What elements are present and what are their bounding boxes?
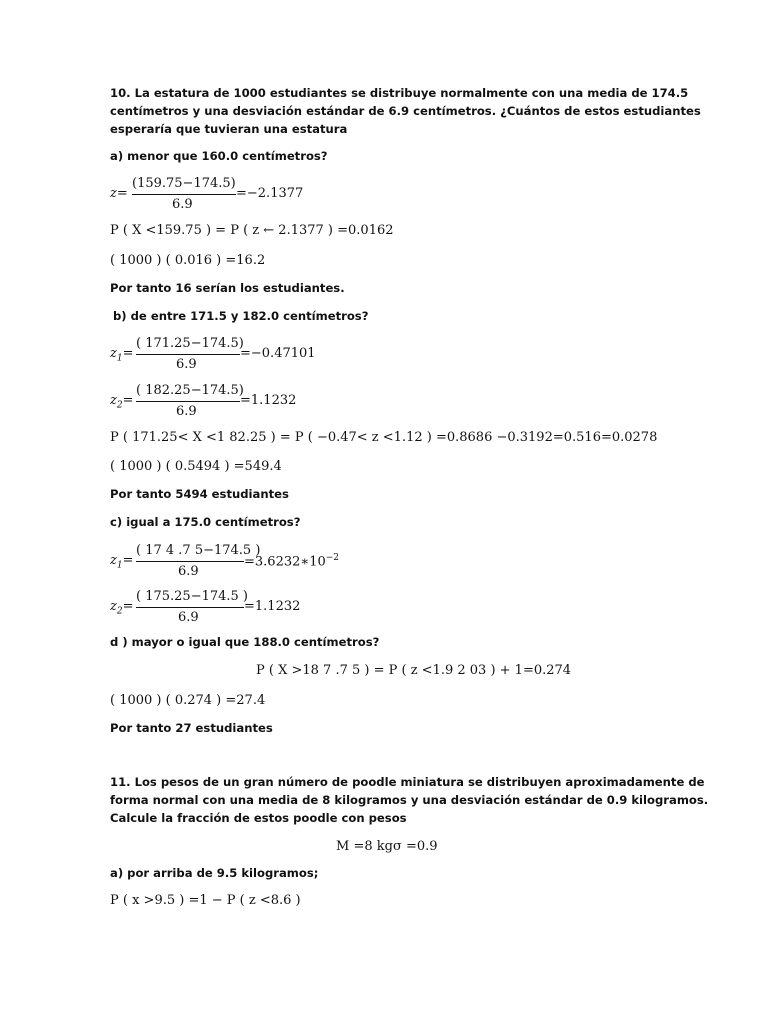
z2-numerator-b: ( 182.25−174.5) bbox=[136, 383, 244, 398]
count-a: ( 1000 ) ( 0.016 ) =16.2 bbox=[110, 253, 266, 268]
z-result-a: =−2.1377 bbox=[236, 186, 304, 201]
fraction-bar bbox=[136, 354, 240, 355]
z1-result-b: =−0.47101 bbox=[240, 346, 316, 361]
z2-denominator-c: 6.9 bbox=[178, 610, 199, 625]
z1-result-c bbox=[244, 554, 339, 568]
problem10-d-question: d ) mayor o igual que 188.0 centímetros? bbox=[110, 635, 380, 649]
problem10-statement-line2: centímetros y una desviación estándar de 6.9 centímetros. ¿Cuántos de estos estudiantes bbox=[110, 104, 701, 118]
conclusion-d: Por tanto 27 estudiantes bbox=[110, 721, 273, 735]
z1-result-c-value: =3.6232∗10 bbox=[244, 554, 326, 570]
z1-numerator-b: ( 171.25−174.5) bbox=[136, 336, 244, 351]
z-numerator-a: (159.75−174.5) bbox=[132, 176, 236, 191]
problem11-a-question: a) por arriba de 9.5 kilogramos; bbox=[110, 866, 319, 880]
given-values: M =8 kgσ =0.9 bbox=[336, 839, 438, 854]
z2-numerator-c: ( 175.25−174.5 ) bbox=[136, 589, 249, 604]
problem10-statement-line3: esperaría que tuvieran una estatura bbox=[110, 122, 348, 136]
problem11-statement-line1: 11. Los pesos de un gran número de poodle miniatura se distribuyen aproximadamente de bbox=[110, 775, 705, 789]
z2-result-b: =1.1232 bbox=[240, 393, 297, 408]
fraction-bar bbox=[136, 561, 244, 562]
probability-11a: P ( x >9.5 ) =1 − P ( z <8.6 ) bbox=[110, 893, 301, 908]
z1-denominator-c: 6.9 bbox=[178, 564, 199, 579]
problem10-b-question: b) de entre 171.5 y 182.0 centímetros? bbox=[113, 309, 369, 323]
count-d: ( 1000 ) ( 0.274 ) =27.4 bbox=[110, 693, 266, 708]
conclusion-b: Por tanto 5494 estudiantes bbox=[110, 487, 289, 501]
probability-b: P ( 171.25< X <1 82.25 ) = P ( −0.47< z <1.12 ) =0.8686 −0.3192=0.516=0.0278 bbox=[110, 430, 658, 445]
z1-fraction-c bbox=[136, 543, 261, 579]
probability-d: P ( X >18 7 .7 5 ) = P ( z <1.9 2 03 ) + 1=0.274 bbox=[256, 663, 572, 678]
problem11-statement-line2: forma normal con una media de 8 kilogramos y una desviación estándar de 0.9 kilogramos. bbox=[110, 793, 709, 807]
z1-fraction-b bbox=[136, 336, 244, 372]
z1-numerator-c: ( 17 4 .7 5−174.5 ) bbox=[136, 543, 261, 558]
z1-variable-b: $z_1=$ bbox=[110, 346, 134, 364]
z2-result-c: =1.1232 bbox=[244, 599, 301, 614]
fraction-bar bbox=[136, 401, 240, 402]
problem10-a-question: a) menor que 160.0 centímetros? bbox=[110, 149, 328, 163]
problem11-statement-line3: Calcule la fracción de estos poodle con pesos bbox=[110, 811, 407, 825]
probability-a: P ( X <159.75 ) = P ( z ← 2.1377 ) =0.0162 bbox=[110, 223, 394, 238]
problem10-c-question: c) igual a 175.0 centímetros? bbox=[110, 515, 301, 529]
z-variable-a: z= bbox=[110, 186, 128, 201]
problem10-statement-line1: 10. La estatura de 1000 estudiantes se distribuye normalmente con una media de 174.5 bbox=[110, 86, 689, 100]
conclusion-a: Por tanto 16 serían los estudiantes. bbox=[110, 281, 345, 295]
z1-variable-c: $z_1=$ bbox=[110, 553, 134, 571]
z2-denominator-b: 6.9 bbox=[176, 404, 197, 419]
fraction-bar bbox=[136, 607, 244, 608]
fraction-bar bbox=[132, 194, 236, 195]
z2-variable-b: $z_2=$ bbox=[110, 393, 134, 411]
z-fraction-a bbox=[132, 176, 236, 212]
z2-variable-c: $z_2=$ bbox=[110, 599, 134, 617]
z2-fraction-b bbox=[136, 383, 244, 419]
z1-denominator-b: 6.9 bbox=[176, 357, 197, 372]
z-denominator-a: 6.9 bbox=[172, 197, 193, 212]
z2-fraction-c bbox=[136, 589, 249, 625]
count-b: ( 1000 ) ( 0.5494 ) =549.4 bbox=[110, 459, 282, 474]
z1-result-c-exponent: −2 bbox=[325, 553, 340, 563]
